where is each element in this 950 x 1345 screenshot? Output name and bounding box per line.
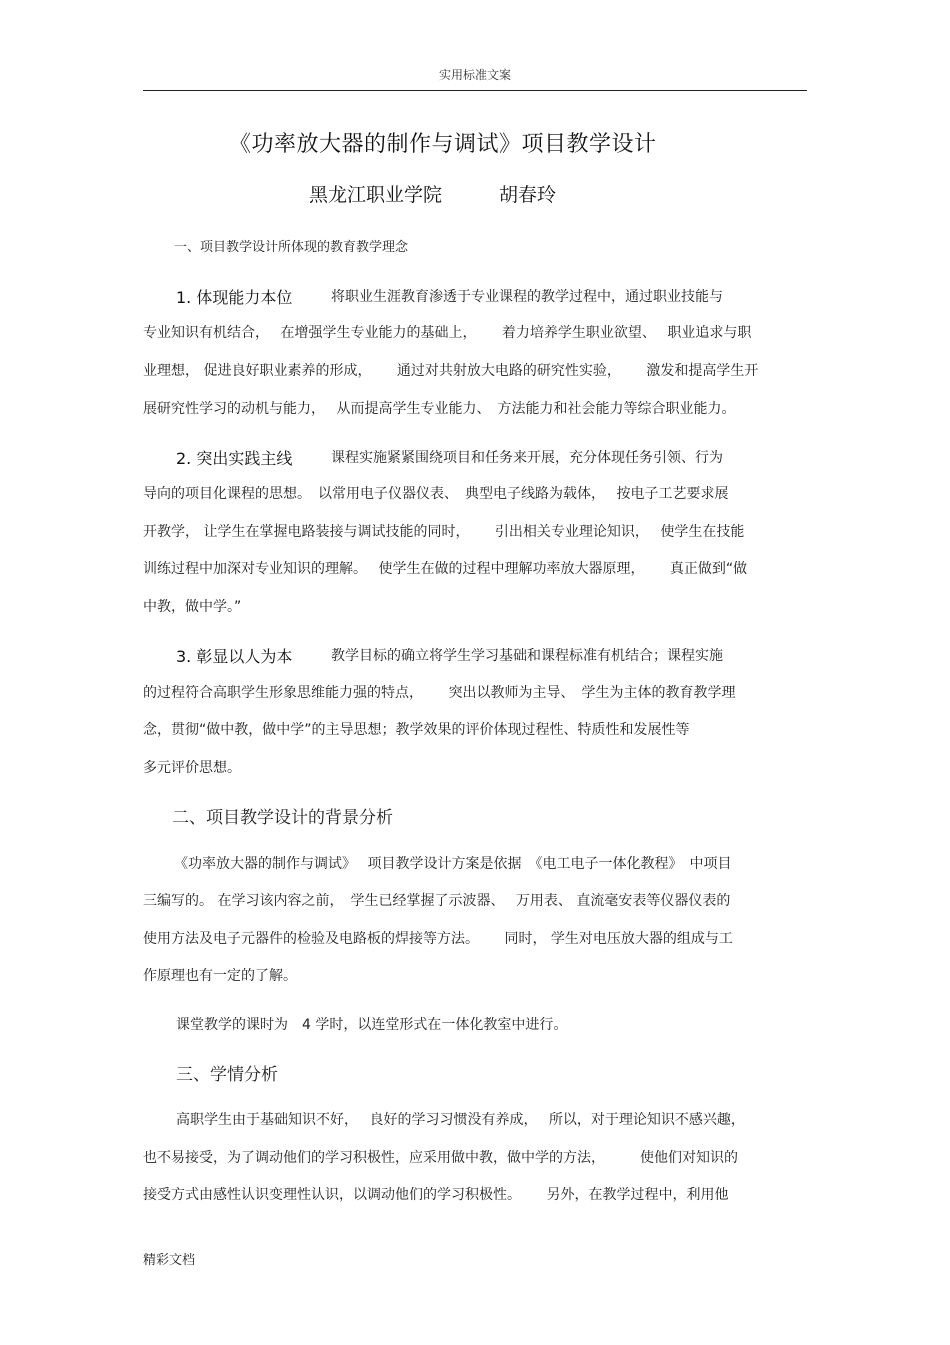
section3-heading: 三、学情分析 xyxy=(176,1065,278,1085)
item2-line: 中教，做中学。” xyxy=(143,599,242,615)
section3-line: 也不易接受，为了调动他们的学习积极性，应采用做中教，做中学的方法， 使他们对知识的 xyxy=(143,1150,738,1166)
item1-line: 展研究性学习的动机与能力， 从而提高学生专业能力、 方法能力和社会能力等综合职业能力。 xyxy=(143,401,736,417)
page-footer: 精彩文档 xyxy=(143,1253,196,1268)
item1-lead: 1. 体现能力本位 xyxy=(176,288,293,307)
author-name: 胡春玲 xyxy=(499,184,557,206)
item2-lead: 2. 突出实践主线 xyxy=(176,449,293,468)
item2-line: 课程实施紧紧围绕项目和任务来开展，充分体现任务引领、行为 xyxy=(331,450,723,466)
item2-line: 训练过程中加深对专业知识的理解。 使学生在做的过程中理解功率放大器原理， 真正做到“做 xyxy=(143,561,748,577)
section1-heading: 一、项目教学设计所体现的教育教学理念 xyxy=(174,240,409,255)
item1-line: 将职业生涯教育渗透于专业课程的教学过程中，通过职业技能与 xyxy=(331,289,723,305)
item1-line: 业理想， 促进良好职业素养的形成， 通过对共射放大电路的研究性实验， 激发和提高学生开 xyxy=(143,363,759,379)
page-header: 实用标准文案 xyxy=(438,68,511,82)
section2-para2: 课堂教学的课时为 4 学时，以连堂形式在一体化教室中进行。 xyxy=(176,1017,568,1033)
section2-para-line: 三编写的。 在学习该内容之前， 学生已经掌握了示波器、 万用表、 直流毫安表等仪器仪表的 xyxy=(143,893,731,909)
item3-line: 的过程符合高职学生形象思维能力强的特点， 突出以教师为主导、 学生为主体的教育教学理 xyxy=(143,685,736,701)
section3-line: 接受方式由感性认识变理性认识，以调动他们的学习积极性。 另外，在教学过程中，利用他 xyxy=(143,1187,729,1203)
item2-line: 导向的项目化课程的思想。 以常用电子仪器仪表、 典型电子线路为载体， 按电子工艺要求展 xyxy=(143,486,729,502)
item3-line: 教学目标的确立将学生学习基础和课程标准有机结合；课程实施 xyxy=(331,648,723,664)
item1-line: 专业知识有机结合， 在增强学生专业能力的基础上， 着力培养学生职业欲望、 职业追求与职 xyxy=(143,325,752,341)
document-title: 《功率放大器的制作与调试》项目教学设计 xyxy=(229,132,657,157)
header-divider xyxy=(143,90,807,91)
item2-line: 开教学， 让学生在掌握电路装接与调试技能的同时， 引出相关专业理论知识， 使学生在技能 xyxy=(143,524,745,540)
author-school: 黑龙江职业学院 xyxy=(309,184,443,206)
section2-para-line: 《功率放大器的制作与调试》 项目教学设计方案是依据 《电工电子一体化教程》 中项目 xyxy=(174,856,732,872)
section2-para-line: 使用方法及电子元器件的检验及电路板的焊接等方法。 同时， 学生对电压放大器的组成与工 xyxy=(143,931,733,947)
item3-line: 念，贯彻“做中教，做中学”的主导思想；教学效果的评价体现过程性、特质性和发展性等 xyxy=(143,722,690,738)
section2-para-line: 作原理也有一定的了解。 xyxy=(143,968,297,984)
section2-heading: 二、项目教学设计的背景分析 xyxy=(172,808,393,828)
item3-lead: 3. 彰显以人为本 xyxy=(176,647,293,666)
section3-line: 高职学生由于基础知识不好， 良好的学习习惯没有养成， 所以，对于理论知识不感兴趣， xyxy=(176,1112,745,1128)
item3-line: 多元评价思想。 xyxy=(143,760,241,776)
